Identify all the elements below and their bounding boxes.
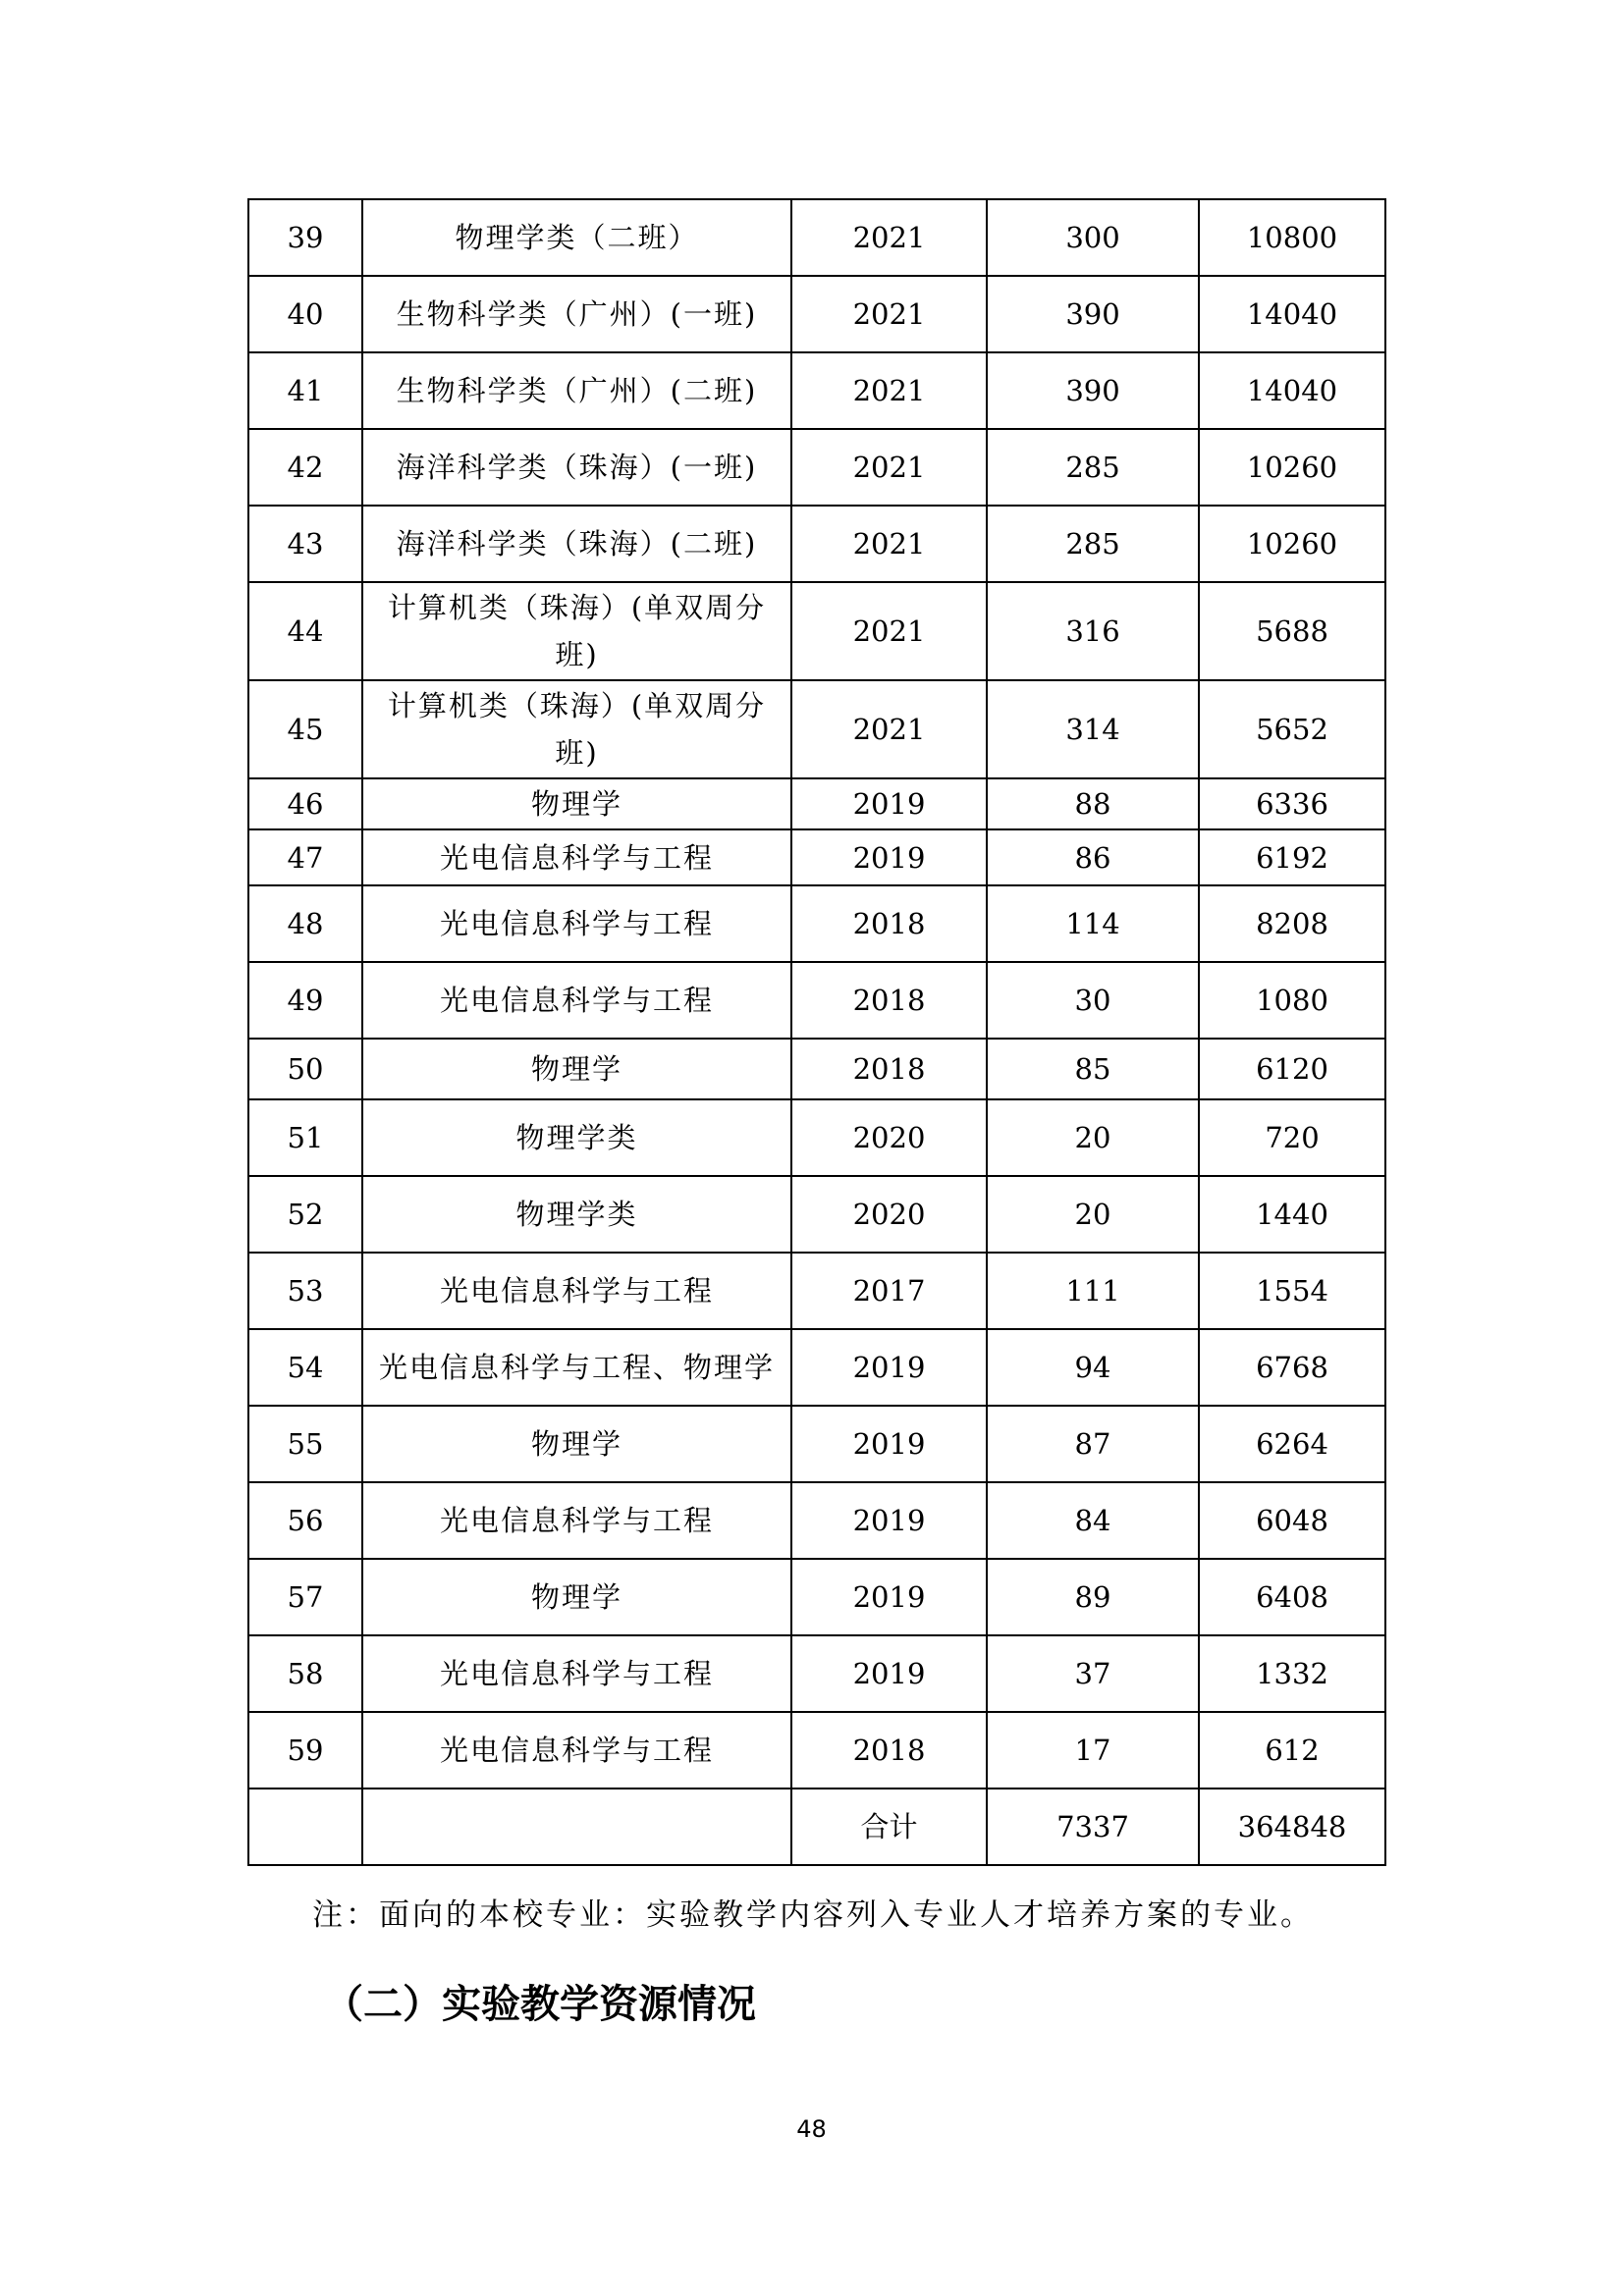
row-index: 42	[248, 429, 362, 506]
row-hours: 6048	[1199, 1482, 1385, 1559]
row-index: 45	[248, 680, 362, 778]
row-year: 2019	[791, 829, 987, 885]
table-row	[248, 885, 1385, 962]
row-hours: 720	[1199, 1099, 1385, 1176]
row-hours: 6336	[1199, 778, 1385, 829]
row-year: 2021	[791, 582, 987, 680]
table-row	[248, 962, 1385, 1039]
row-index: 48	[248, 885, 362, 962]
table-row	[248, 1253, 1385, 1329]
page-number: 48	[796, 2115, 827, 2143]
row-hours: 1080	[1199, 962, 1385, 1039]
row-students: 285	[987, 506, 1199, 582]
row-index: 50	[248, 1039, 362, 1099]
row-major: 海洋科学类（珠海）(二班)	[362, 506, 791, 582]
row-index: 44	[248, 582, 362, 680]
row-major: 计算机类（珠海）(单双周分班)	[362, 680, 791, 778]
row-index: 53	[248, 1253, 362, 1329]
row-year: 2021	[791, 199, 987, 276]
row-hours: 1554	[1199, 1253, 1385, 1329]
total-students: 7337	[987, 1789, 1199, 1865]
row-year: 2020	[791, 1099, 987, 1176]
row-students: 88	[987, 778, 1199, 829]
row-index: 51	[248, 1099, 362, 1176]
row-major: 光电信息科学与工程	[362, 1635, 791, 1712]
table-row	[248, 1406, 1385, 1482]
row-major: 生物科学类（广州）(二班)	[362, 352, 791, 429]
row-major: 海洋科学类（珠海）(一班)	[362, 429, 791, 506]
row-hours: 5688	[1199, 582, 1385, 680]
total-hours: 364848	[1199, 1789, 1385, 1865]
row-major: 光电信息科学与工程	[362, 829, 791, 885]
row-students: 314	[987, 680, 1199, 778]
row-hours: 10800	[1199, 199, 1385, 276]
row-year: 2019	[791, 1406, 987, 1482]
row-hours: 6192	[1199, 829, 1385, 885]
row-hours: 1440	[1199, 1176, 1385, 1253]
table-body	[248, 199, 1385, 1865]
table-row	[248, 506, 1385, 582]
row-year: 2018	[791, 1712, 987, 1789]
row-hours: 1332	[1199, 1635, 1385, 1712]
row-major: 物理学类	[362, 1099, 791, 1176]
row-students: 94	[987, 1329, 1199, 1406]
table-row	[248, 1099, 1385, 1176]
row-index: 47	[248, 829, 362, 885]
row-hours: 6768	[1199, 1329, 1385, 1406]
row-major: 光电信息科学与工程	[362, 962, 791, 1039]
row-students: 114	[987, 885, 1199, 962]
row-year: 2018	[791, 1039, 987, 1099]
table-row	[248, 1039, 1385, 1099]
table-row	[248, 1712, 1385, 1789]
row-major: 光电信息科学与工程	[362, 1482, 791, 1559]
section-heading: （二）实验教学资源情况	[324, 1982, 756, 2027]
row-hours: 8208	[1199, 885, 1385, 962]
table-row	[248, 1176, 1385, 1253]
row-major: 计算机类（珠海）(单双周分班)	[362, 582, 791, 680]
table-row	[248, 778, 1385, 829]
table-row	[248, 582, 1385, 680]
table-row	[248, 1559, 1385, 1635]
row-students: 316	[987, 582, 1199, 680]
row-students: 390	[987, 352, 1199, 429]
row-index: 41	[248, 352, 362, 429]
row-year: 2019	[791, 1329, 987, 1406]
row-index: 43	[248, 506, 362, 582]
row-hours: 612	[1199, 1712, 1385, 1789]
row-year: 2021	[791, 352, 987, 429]
row-major: 光电信息科学与工程	[362, 1712, 791, 1789]
row-students: 111	[987, 1253, 1199, 1329]
row-hours: 6408	[1199, 1559, 1385, 1635]
row-students: 20	[987, 1176, 1199, 1253]
total-row	[248, 1789, 1385, 1865]
table-row	[248, 276, 1385, 352]
row-hours: 14040	[1199, 276, 1385, 352]
row-year: 2021	[791, 429, 987, 506]
row-index: 46	[248, 778, 362, 829]
row-students: 86	[987, 829, 1199, 885]
row-index: 59	[248, 1712, 362, 1789]
row-year: 2019	[791, 1482, 987, 1559]
row-students: 390	[987, 276, 1199, 352]
table-row	[248, 680, 1385, 778]
row-students: 85	[987, 1039, 1199, 1099]
row-index: 58	[248, 1635, 362, 1712]
row-year: 2018	[791, 885, 987, 962]
row-major: 物理学类	[362, 1176, 791, 1253]
row-major: 物理学	[362, 1559, 791, 1635]
row-year: 2017	[791, 1253, 987, 1329]
row-major: 物理学类（二班）	[362, 199, 791, 276]
row-hours: 10260	[1199, 506, 1385, 582]
course-table	[247, 198, 1386, 1866]
row-year: 2019	[791, 778, 987, 829]
table-row	[248, 199, 1385, 276]
row-major: 生物科学类（广州）(一班)	[362, 276, 791, 352]
table-row	[248, 1329, 1385, 1406]
table-row	[248, 352, 1385, 429]
row-index: 39	[248, 199, 362, 276]
row-major: 光电信息科学与工程	[362, 885, 791, 962]
row-year: 2021	[791, 276, 987, 352]
table-row	[248, 1482, 1385, 1559]
row-year: 2019	[791, 1635, 987, 1712]
total-row-major	[362, 1789, 791, 1865]
row-major: 物理学	[362, 1406, 791, 1482]
row-index: 55	[248, 1406, 362, 1482]
row-index: 57	[248, 1559, 362, 1635]
row-year: 2021	[791, 506, 987, 582]
table-row	[248, 1635, 1385, 1712]
row-index: 54	[248, 1329, 362, 1406]
course-table-container	[247, 198, 1384, 1866]
table-row	[248, 829, 1385, 885]
row-students: 285	[987, 429, 1199, 506]
row-hours: 10260	[1199, 429, 1385, 506]
row-students: 89	[987, 1559, 1199, 1635]
total-label: 合计	[791, 1789, 987, 1865]
row-major: 光电信息科学与工程	[362, 1253, 791, 1329]
row-year: 2018	[791, 962, 987, 1039]
row-students: 37	[987, 1635, 1199, 1712]
table-footnote: 注：面向的本校专业：实验教学内容列入专业人才培养方案的专业。	[312, 1897, 1314, 1933]
row-major: 物理学	[362, 1039, 791, 1099]
row-index: 52	[248, 1176, 362, 1253]
row-students: 87	[987, 1406, 1199, 1482]
row-students: 30	[987, 962, 1199, 1039]
row-index: 49	[248, 962, 362, 1039]
row-hours: 5652	[1199, 680, 1385, 778]
row-index: 56	[248, 1482, 362, 1559]
total-row-index	[248, 1789, 362, 1865]
row-students: 300	[987, 199, 1199, 276]
row-students: 17	[987, 1712, 1199, 1789]
row-students: 20	[987, 1099, 1199, 1176]
row-index: 40	[248, 276, 362, 352]
row-hours: 6120	[1199, 1039, 1385, 1099]
row-year: 2020	[791, 1176, 987, 1253]
row-major: 光电信息科学与工程、物理学	[362, 1329, 791, 1406]
table-row	[248, 429, 1385, 506]
row-year: 2019	[791, 1559, 987, 1635]
row-major: 物理学	[362, 778, 791, 829]
row-hours: 6264	[1199, 1406, 1385, 1482]
row-students: 84	[987, 1482, 1199, 1559]
row-hours: 14040	[1199, 352, 1385, 429]
row-year: 2021	[791, 680, 987, 778]
